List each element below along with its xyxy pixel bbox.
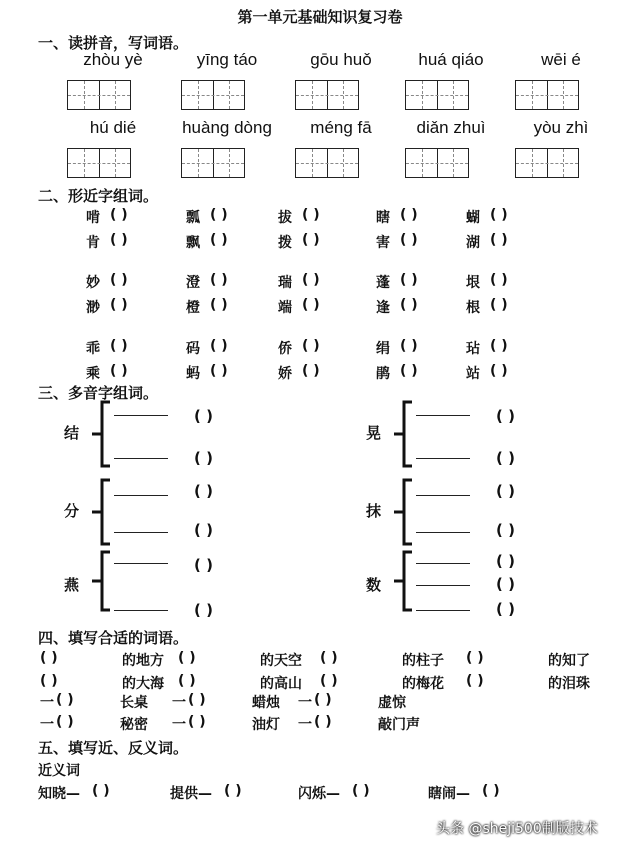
writing-grid-5[interactable] bbox=[67, 148, 131, 178]
measure-one: 一 bbox=[298, 717, 312, 733]
answer-line[interactable] bbox=[416, 585, 470, 586]
writing-grid-7[interactable] bbox=[295, 148, 359, 178]
polyphone-char: 数 bbox=[366, 576, 382, 594]
pinyin-blank[interactable]: ( ) bbox=[496, 407, 515, 425]
measure-one: 一 bbox=[172, 717, 186, 733]
writing-grid-0[interactable] bbox=[67, 80, 131, 110]
wordgroup-char: 侨 bbox=[278, 341, 292, 357]
pinyin-5: hú dié bbox=[89, 118, 137, 137]
pinyin-blank[interactable]: ( ) bbox=[194, 601, 213, 619]
wordgroup-char: 蚂 bbox=[186, 366, 200, 382]
measure-blank[interactable]: ( ) bbox=[188, 692, 206, 708]
wordgroup-char: 站 bbox=[466, 366, 480, 382]
wordgroup-char: 逢 bbox=[376, 300, 390, 316]
fill-blank[interactable]: ( ) bbox=[466, 650, 484, 666]
wordgroup-char: 码 bbox=[186, 341, 200, 357]
pinyin-9: yòu zhì bbox=[533, 118, 589, 137]
writing-grid-4[interactable] bbox=[515, 80, 579, 110]
wordgroup-char: 啃 bbox=[86, 210, 100, 226]
measure-blank[interactable]: ( ) bbox=[314, 714, 332, 730]
measure-word: 虚惊 bbox=[378, 695, 406, 711]
synonym-word: 提供— bbox=[170, 786, 212, 802]
bracket-2 bbox=[90, 550, 112, 612]
synonym-blank[interactable]: ( ) bbox=[224, 783, 242, 799]
wordgroup-blank[interactable]: ( ) bbox=[490, 232, 508, 248]
wordgroup-char: 玷 bbox=[466, 341, 480, 357]
polyphone-char: 结 bbox=[64, 424, 80, 442]
writing-grid-8[interactable] bbox=[405, 148, 469, 178]
pinyin-blank[interactable]: ( ) bbox=[194, 407, 213, 425]
wordgroup-char: 飘 bbox=[186, 235, 200, 251]
fill-blank[interactable]: ( ) bbox=[40, 650, 58, 666]
answer-line[interactable] bbox=[114, 458, 168, 459]
pinyin-blank[interactable]: ( ) bbox=[496, 482, 515, 500]
measure-blank[interactable]: ( ) bbox=[314, 692, 332, 708]
section-3-heading: 三、多音字组词。 bbox=[38, 384, 159, 402]
pinyin-blank[interactable]: ( ) bbox=[194, 521, 213, 539]
polyphone-char: 抹 bbox=[366, 502, 382, 520]
wordgroup-blank[interactable]: ( ) bbox=[490, 297, 508, 313]
wordgroup-blank[interactable]: ( ) bbox=[302, 297, 320, 313]
writing-grid-6[interactable] bbox=[181, 148, 245, 178]
synonym-word: 闪烁— bbox=[298, 786, 340, 802]
section-2-heading: 二、形近字组词。 bbox=[38, 187, 159, 205]
answer-line[interactable] bbox=[416, 610, 470, 611]
measure-word: 秘密 bbox=[120, 717, 148, 733]
answer-line[interactable] bbox=[114, 563, 168, 564]
writing-grid-9[interactable] bbox=[515, 148, 579, 178]
fill-word: 的柱子 bbox=[402, 653, 444, 669]
wordgroup-blank[interactable]: ( ) bbox=[110, 272, 128, 288]
measure-word: 敲门声 bbox=[378, 717, 420, 733]
wordgroup-blank[interactable]: ( ) bbox=[490, 272, 508, 288]
wordgroup-blank[interactable]: ( ) bbox=[210, 207, 228, 223]
answer-line[interactable] bbox=[114, 532, 168, 533]
bracket-0 bbox=[90, 400, 112, 468]
fill-word: 的知了 bbox=[548, 653, 590, 669]
wordgroup-blank[interactable]: ( ) bbox=[302, 363, 320, 379]
measure-one: 一 bbox=[172, 695, 186, 711]
wordgroup-char: 绢 bbox=[376, 341, 390, 357]
synonym-word: 知晓— bbox=[38, 786, 80, 802]
answer-line[interactable] bbox=[416, 415, 470, 416]
wordgroup-char: 根 bbox=[466, 300, 480, 316]
measure-word: 蜡烛 bbox=[252, 695, 280, 711]
answer-line[interactable] bbox=[416, 495, 470, 496]
wordgroup-blank[interactable]: ( ) bbox=[110, 297, 128, 313]
bracket-3 bbox=[392, 400, 414, 468]
pinyin-1: yīng táo bbox=[196, 50, 258, 69]
wordgroup-blank[interactable]: ( ) bbox=[110, 338, 128, 354]
fill-blank[interactable]: ( ) bbox=[178, 673, 196, 689]
answer-line[interactable] bbox=[416, 458, 470, 459]
pinyin-blank[interactable]: ( ) bbox=[194, 482, 213, 500]
wordgroup-blank[interactable]: ( ) bbox=[210, 338, 228, 354]
wordgroup-char: 拨 bbox=[278, 235, 292, 251]
bracket-5 bbox=[392, 550, 414, 612]
polyphone-char: 燕 bbox=[64, 576, 80, 594]
wordgroup-blank[interactable]: ( ) bbox=[490, 363, 508, 379]
measure-blank[interactable]: ( ) bbox=[188, 714, 206, 730]
wordgroup-char: 蓬 bbox=[376, 275, 390, 291]
fill-word: 的梅花 bbox=[402, 676, 444, 692]
wordgroup-char: 渺 bbox=[86, 300, 100, 316]
wordgroup-blank[interactable]: ( ) bbox=[400, 207, 418, 223]
section-1-heading: 一、读拼音，写词语。 bbox=[38, 34, 189, 52]
wordgroup-blank[interactable]: ( ) bbox=[110, 207, 128, 223]
measure-word: 长桌 bbox=[120, 695, 148, 711]
pinyin-0: zhòu yè bbox=[83, 50, 143, 69]
wordgroup-blank[interactable]: ( ) bbox=[490, 338, 508, 354]
wordgroup-blank[interactable]: ( ) bbox=[110, 363, 128, 379]
wordgroup-char: 蝴 bbox=[466, 210, 480, 226]
fill-blank[interactable]: ( ) bbox=[320, 650, 338, 666]
wordgroup-char: 鹃 bbox=[376, 366, 390, 382]
pinyin-blank[interactable]: ( ) bbox=[496, 521, 515, 539]
writing-grid-2[interactable] bbox=[295, 80, 359, 110]
wordgroup-char: 乘 bbox=[86, 366, 100, 382]
wordgroup-blank[interactable]: ( ) bbox=[210, 272, 228, 288]
wordgroup-char: 瞎 bbox=[376, 210, 390, 226]
pinyin-3: huá qiáo bbox=[418, 50, 484, 69]
pinyin-blank[interactable]: ( ) bbox=[496, 575, 515, 593]
measure-one: 一 bbox=[40, 717, 54, 733]
pinyin-8: diǎn zhuì bbox=[416, 118, 486, 137]
wordgroup-char: 瑞 bbox=[278, 275, 292, 291]
writing-grid-1[interactable] bbox=[181, 80, 245, 110]
synonym-label: 近义词 bbox=[38, 763, 80, 779]
wordgroup-blank[interactable]: ( ) bbox=[302, 207, 320, 223]
fill-word: 的泪珠 bbox=[548, 676, 590, 692]
wordgroup-blank[interactable]: ( ) bbox=[302, 338, 320, 354]
synonym-blank[interactable]: ( ) bbox=[352, 783, 370, 799]
pinyin-blank[interactable]: ( ) bbox=[496, 449, 515, 467]
synonym-blank[interactable]: ( ) bbox=[482, 783, 500, 799]
wordgroup-blank[interactable]: ( ) bbox=[400, 363, 418, 379]
wordgroup-char: 湖 bbox=[466, 235, 480, 251]
wordgroup-blank[interactable]: ( ) bbox=[302, 272, 320, 288]
pinyin-2: gōu huǒ bbox=[310, 50, 372, 69]
fill-blank[interactable]: ( ) bbox=[320, 673, 338, 689]
fill-word: 的高山 bbox=[260, 676, 302, 692]
answer-line[interactable] bbox=[114, 495, 168, 496]
fill-blank[interactable]: ( ) bbox=[40, 673, 58, 689]
fill-blank[interactable]: ( ) bbox=[466, 673, 484, 689]
section-4-heading: 四、填写合适的词语。 bbox=[38, 629, 189, 647]
wordgroup-blank[interactable]: ( ) bbox=[490, 207, 508, 223]
wordgroup-blank[interactable]: ( ) bbox=[210, 297, 228, 313]
synonym-word: 瞎闹— bbox=[428, 786, 470, 802]
wordgroup-blank[interactable]: ( ) bbox=[302, 232, 320, 248]
wordgroup-char: 肯 bbox=[86, 235, 100, 251]
measure-one: 一 bbox=[40, 695, 54, 711]
measure-word: 油灯 bbox=[252, 717, 280, 733]
wordgroup-char: 瓢 bbox=[186, 210, 200, 226]
wordgroup-char: 垠 bbox=[466, 275, 480, 291]
watermark: 头条 @sheji500制版技术 bbox=[436, 821, 598, 837]
fill-word: 的地方 bbox=[122, 653, 164, 669]
wordgroup-char: 橙 bbox=[186, 300, 200, 316]
fill-blank[interactable]: ( ) bbox=[178, 650, 196, 666]
pinyin-blank[interactable]: ( ) bbox=[496, 552, 515, 570]
wordgroup-char: 拔 bbox=[278, 210, 292, 226]
answer-line[interactable] bbox=[114, 415, 168, 416]
answer-line[interactable] bbox=[416, 563, 470, 564]
wordgroup-char: 澄 bbox=[186, 275, 200, 291]
measure-one: 一 bbox=[298, 695, 312, 711]
bracket-1 bbox=[90, 478, 112, 546]
measure-blank[interactable]: ( ) bbox=[56, 714, 74, 730]
polyphone-char: 晃 bbox=[366, 424, 382, 442]
pinyin-blank[interactable]: ( ) bbox=[496, 600, 515, 618]
wordgroup-blank[interactable]: ( ) bbox=[400, 232, 418, 248]
answer-line[interactable] bbox=[114, 610, 168, 611]
fill-word: 的天空 bbox=[260, 653, 302, 669]
wordgroup-blank[interactable]: ( ) bbox=[210, 232, 228, 248]
wordgroup-char: 端 bbox=[278, 300, 292, 316]
answer-line[interactable] bbox=[416, 532, 470, 533]
wordgroup-char: 乖 bbox=[86, 341, 100, 357]
wordgroup-blank[interactable]: ( ) bbox=[400, 272, 418, 288]
wordgroup-char: 害 bbox=[376, 235, 390, 251]
pinyin-4: wēi é bbox=[541, 50, 581, 69]
pinyin-6: huàng dòng bbox=[182, 118, 272, 137]
wordgroup-char: 妙 bbox=[86, 275, 100, 291]
wordgroup-char: 娇 bbox=[278, 366, 292, 382]
polyphone-char: 分 bbox=[64, 502, 80, 520]
section-5-heading: 五、填写近、反义词。 bbox=[38, 739, 189, 757]
measure-blank[interactable]: ( ) bbox=[56, 692, 74, 708]
pinyin-7: méng fā bbox=[310, 118, 372, 137]
fill-word: 的大海 bbox=[122, 676, 164, 692]
page-title: 第一单元基础知识复习卷 bbox=[237, 8, 403, 26]
writing-grid-3[interactable] bbox=[405, 80, 469, 110]
wordgroup-blank[interactable]: ( ) bbox=[110, 232, 128, 248]
wordgroup-blank[interactable]: ( ) bbox=[400, 338, 418, 354]
wordgroup-blank[interactable]: ( ) bbox=[400, 297, 418, 313]
pinyin-blank[interactable]: ( ) bbox=[194, 556, 213, 574]
synonym-blank[interactable]: ( ) bbox=[92, 783, 110, 799]
bracket-4 bbox=[392, 478, 414, 546]
wordgroup-blank[interactable]: ( ) bbox=[210, 363, 228, 379]
pinyin-blank[interactable]: ( ) bbox=[194, 449, 213, 467]
